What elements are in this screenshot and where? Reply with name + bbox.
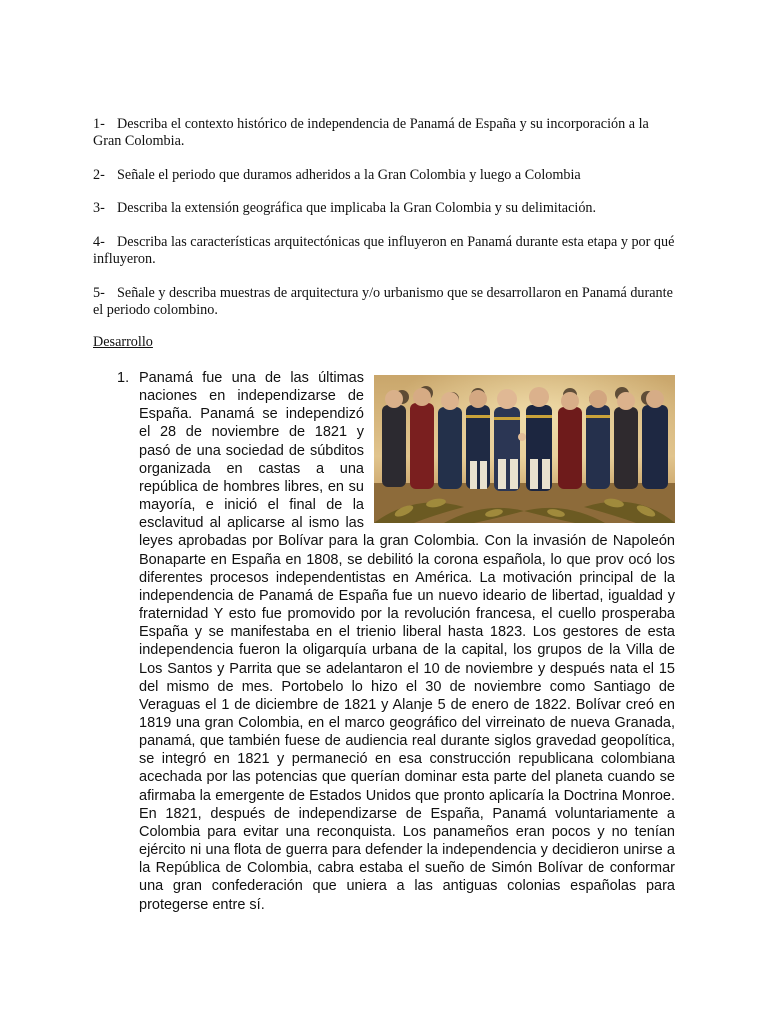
question-text: Describa el contexto histórico de independencia de Panamá de España y su incorporación a la Gran Colombia. <box>93 116 649 149</box>
question-number: 5- <box>93 285 105 301</box>
question-3 <box>93 200 677 217</box>
question-text: Describa la extensión geográfica que implicaba la Gran Colombia y su delimitación. <box>117 200 597 216</box>
section-heading: Desarrollo <box>93 334 153 350</box>
question-1 <box>93 116 677 150</box>
question-text: Describa las características arquitectónicas que influyeron en Panamá durante esta etapa y por qué influyeron. <box>93 234 675 267</box>
question-5 <box>93 285 677 319</box>
question-number: 4- <box>93 234 105 250</box>
question-number: 1- <box>93 116 105 132</box>
list-item-body <box>139 369 675 914</box>
question-4 <box>93 234 677 268</box>
question-text: Señale y describa muestras de arquitectura y/o urbanismo que se desarrollaron en Panamá durante el periodo colombino. <box>93 285 673 318</box>
question-text: Señale el periodo que duramos adheridos a la Gran Colombia y luego a Colombia <box>117 167 581 183</box>
historical-painting-image <box>374 375 675 523</box>
list-item-text: Panamá fue una de las últimas naciones en independizarse de España. Panamá se independizó el 28 de noviembre de 1821 y pasó de una sociedad de súbditos organizada en castas a una república de hombres libres, en su mayoría, e inició el final de la esclavitud al aplicarse al ismo las leyes aprobadas por Bolívar para la gran Colombia. Con la invasión de Napoleón Bonaparte en España en 1808, se debilitó la corona española, lo que prov ocó los diferentes procesos independentistas en América. La motivación principal de la independencia de Panamá de España fue un nuevo ideario de libertad, igualdad y fraternidad Y esto fue promovido por la revolución francesa, el cuello prosperaba España y se manifestaba en el trienio liberal hasta 1823. Los gestores de esta independencia fueron la oligarquía urbana de la capital, los grupos de la Villa de Los Santos y Parrita que se adelantaron el 10 de noviembre y después nata el 15 del mismo de mes. Portobelo lo hizo el 30 de noviembre como Santiago de Veraguas el 1 de diciembre de 1821 y Alanje 5 de enero de 1822. Bolívar creó en 1819 una gran Colombia, en el marco geográfico del virreinato de nueva Granada, panamá, que también fuese de audiencia real durante siglos gravedad geopolítica, se integró en 1821 y permaneció en esa construcción republicana colombiana acechada por las potencias que querían dominar esta parte del planeta cuando se afirmaba la emergente de Estados Unidos que pronto aplicaría la Doctrina Monroe. En 1821, después de independizarse de España, Panamá voluntariamente a Colombia para evitar una reconquista. Los panameños eran pocos y no tenían ejército ni una flota de guerra para defender la independencia y decidieron unirse a la República de Colombia, cabra estaba el sueño de Simón Bolívar de conformar una gran confederación que uniera a las antiguas colonias españolas para protegerse entre sí. <box>139 370 675 913</box>
question-number: 2- <box>93 167 105 183</box>
question-2 <box>93 167 677 184</box>
list-item-number: 1. <box>117 370 130 386</box>
question-number: 3- <box>93 200 105 216</box>
